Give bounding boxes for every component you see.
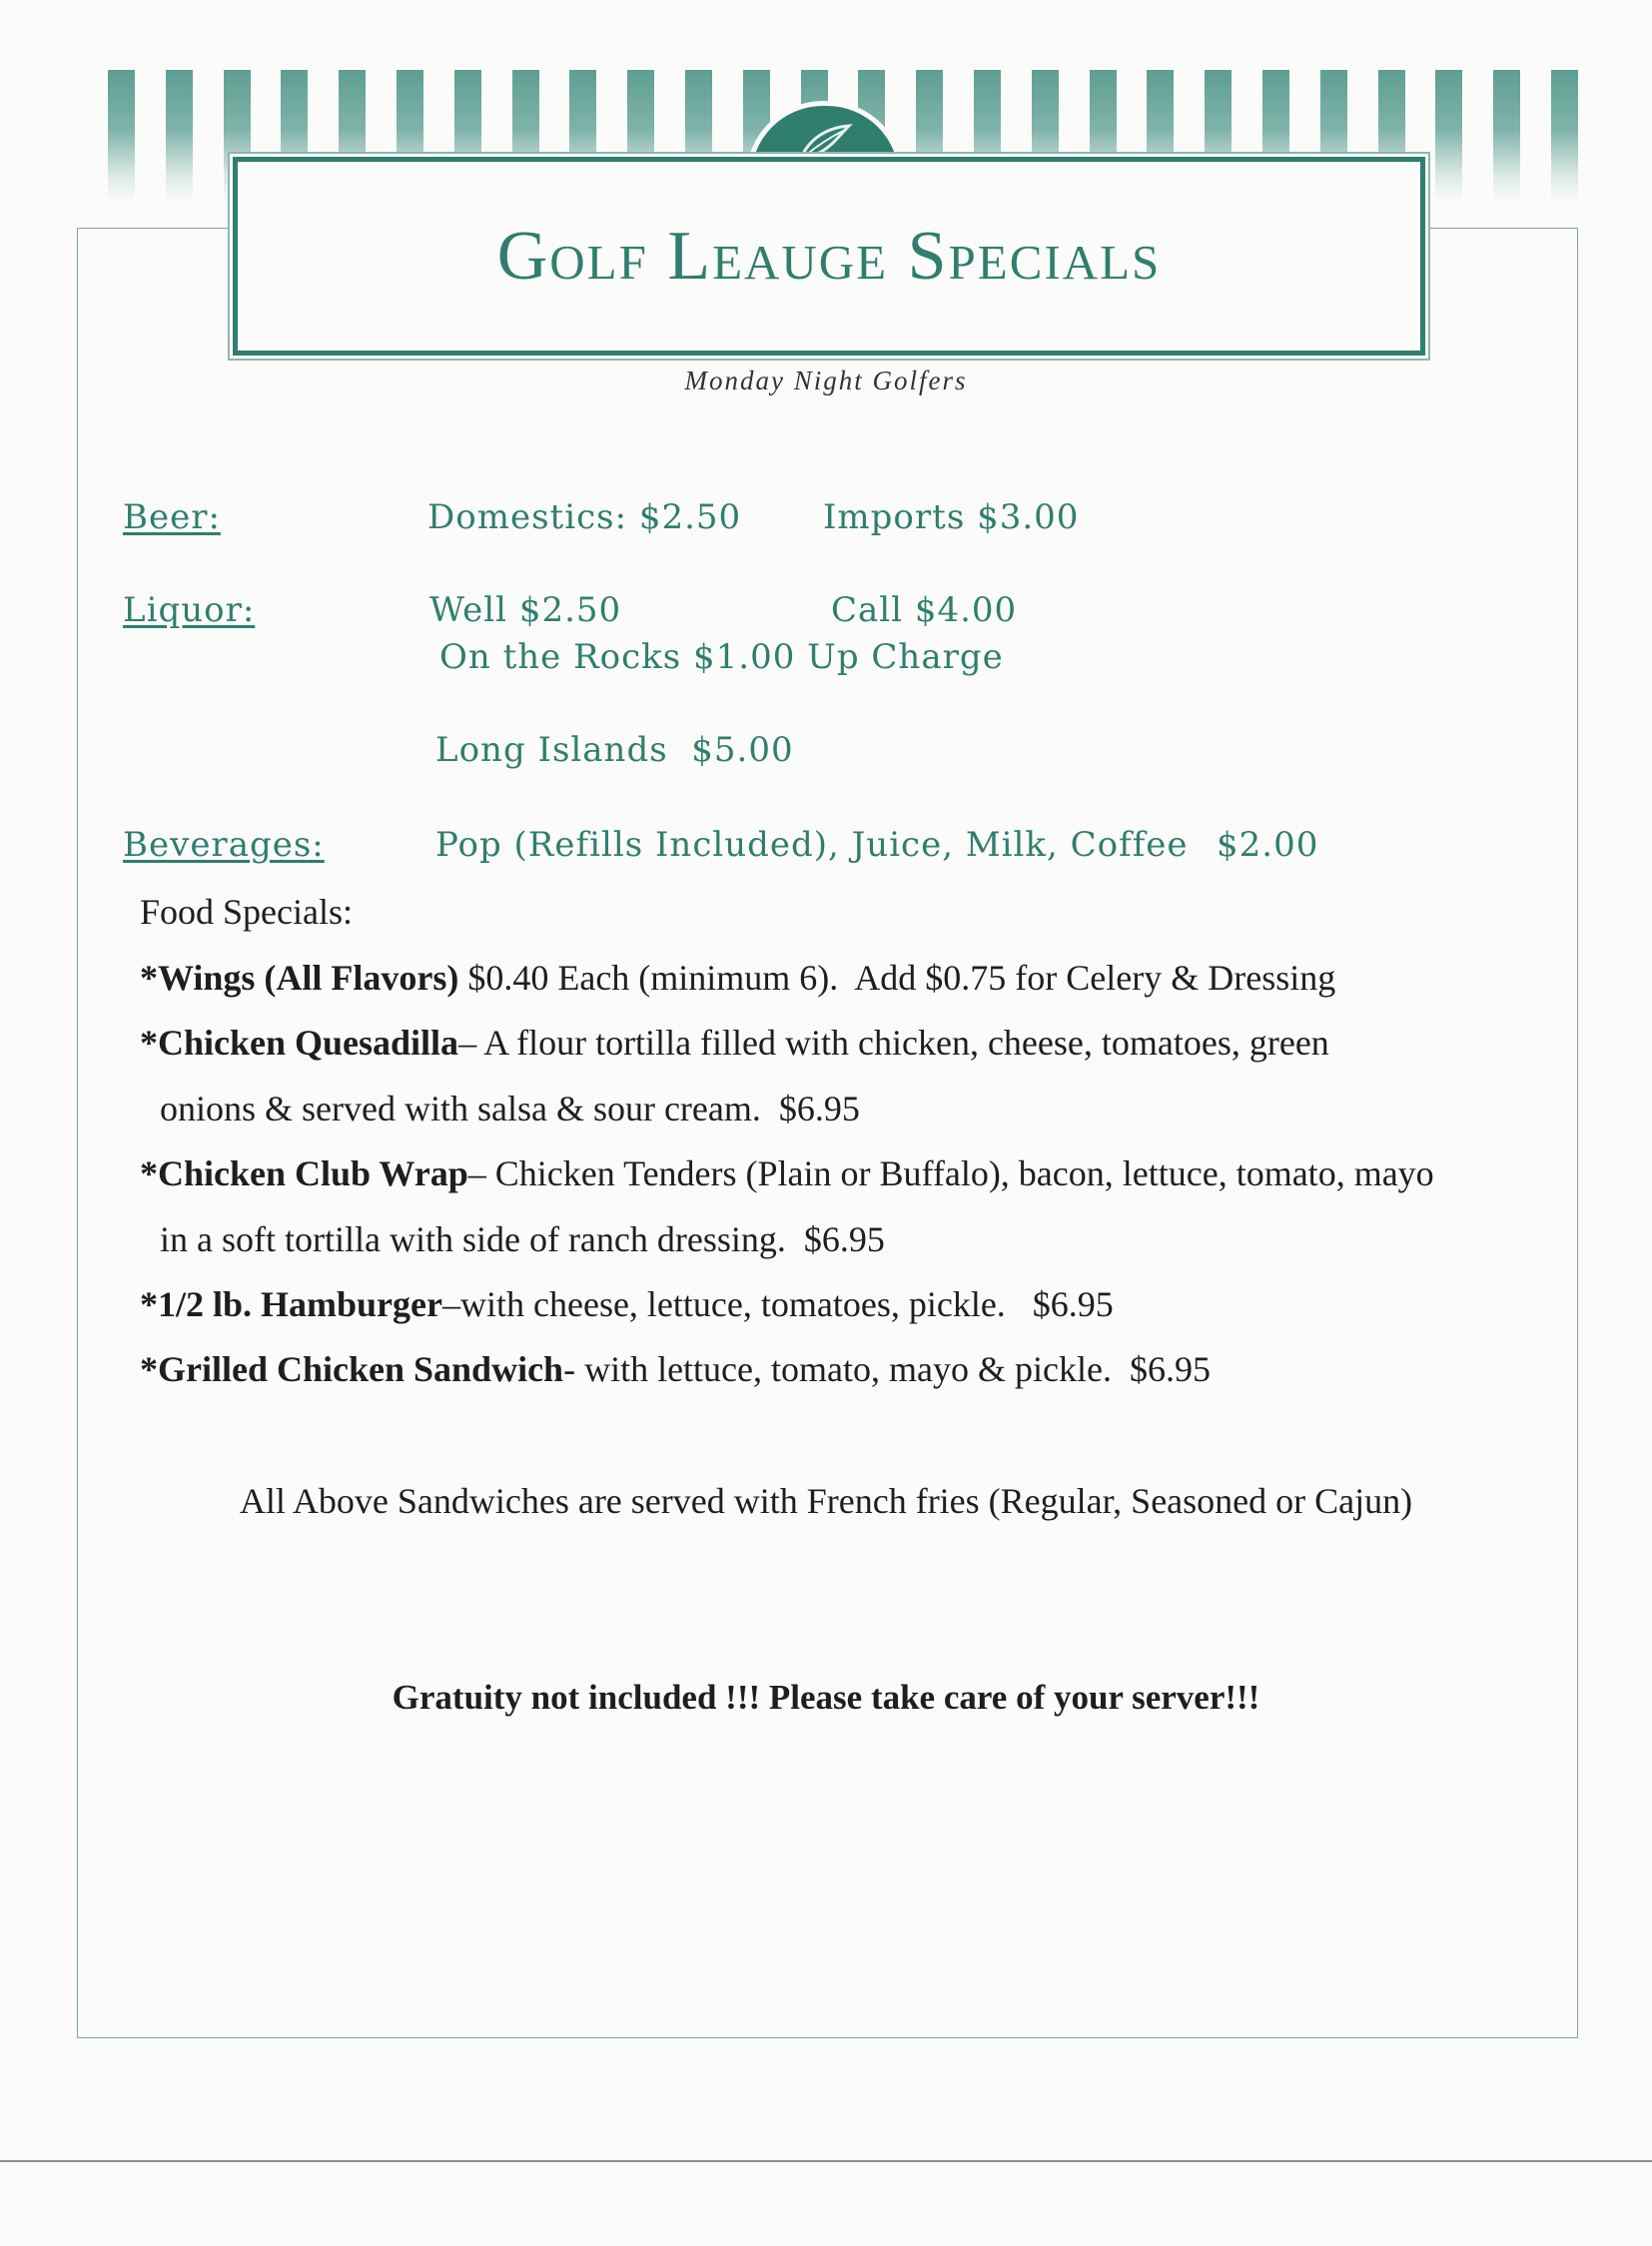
food-heading: Food Specials: [140,892,353,932]
gratuity-note: Gratuity not included !!! Please take care of your server!!! [392,1678,1260,1717]
sandwich-note: All Above Sandwiches are served with French fries (Regular, Seasoned or Cajun) [239,1481,1413,1521]
food-item-name: *Wings (All Flavors) [140,958,459,998]
subtitle: Monday Night Golfers [684,366,968,395]
food-item-description: –with cheese, lettuce, tomatoes, pickle. $6.95 [442,1284,1114,1324]
food-item-name: *Grilled Chicken Sandwich [140,1349,564,1389]
footer-divider [0,2160,1652,2162]
banner-stripe [166,70,193,202]
beer-imports: Imports $3.00 [823,497,1080,537]
liquor-call: Call $4.00 [831,590,1018,630]
beer-label: Beer: [123,497,221,537]
liquor-rocks: On the Rocks $1.00 Up Charge [439,637,1004,677]
liquor-well: Well $2.50 [429,590,622,630]
food-item-grilled-chicken [140,1348,1211,1390]
food-item-name: *1/2 lb. Hamburger [140,1284,442,1324]
food-item-club-wrap-line2: in a soft tortilla with side of ranch dressing. $6.95 [160,1219,885,1259]
food-item-wings [140,957,1335,999]
food-item-description: – Chicken Tenders (Plain or Buffalo), bacon, lettuce, tomato, mayo [467,1153,1434,1193]
banner-stripe [108,70,135,202]
food-item-description: $0.40 Each (minimum 6). Add $0.75 for Celery & Dressing [458,958,1336,998]
title-box [233,157,1425,356]
food-item-quesadilla [140,1022,1329,1064]
page-title: Golf Leauge Specials [496,217,1162,295]
food-item-club-wrap [140,1152,1434,1194]
banner-stripe [1435,70,1462,202]
food-item-quesadilla-line2: onions & served with salsa & sour cream. $6.95 [160,1089,860,1128]
liquor-label: Liquor: [123,590,256,630]
beer-domestics: Domestics: $2.50 [427,497,742,537]
food-item-description: - with lettuce, tomato, mayo & pickle. $6.95 [563,1349,1211,1389]
banner-stripe [1493,70,1520,202]
beverages-items: Pop (Refills Included), Juice, Milk, Coffee [435,825,1189,865]
food-item-name: *Chicken Quesadilla [140,1023,459,1063]
food-item-description: – A flour tortilla filled with chicken, cheese, tomatoes, green [458,1023,1329,1063]
food-item-name: *Chicken Club Wrap [140,1153,468,1193]
banner-stripe [1551,70,1578,202]
beverages-price: $2.00 [1217,825,1319,865]
beverages-label: Beverages: [123,825,325,865]
liquor-long-islands: Long Islands $5.00 [435,730,794,770]
food-item-hamburger [140,1283,1114,1325]
